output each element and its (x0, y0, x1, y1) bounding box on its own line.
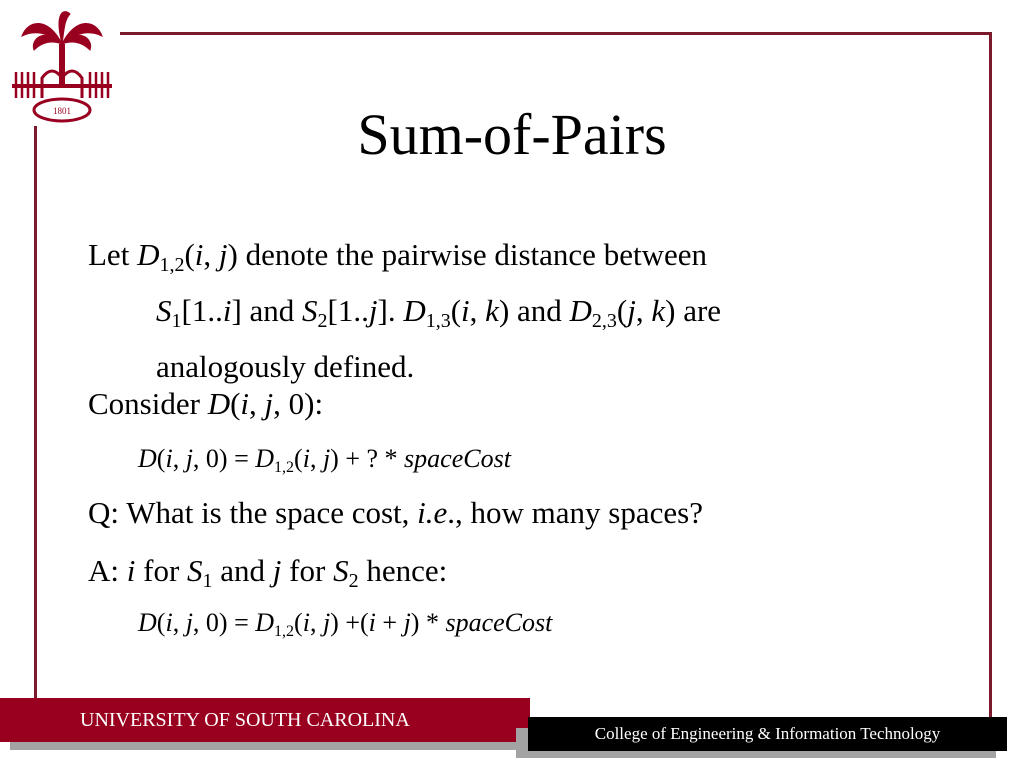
definition-line-2: $S_1[1..i]$ and $S_2[1..j]$. $D_{1,3}(i$, k) and $D_{2,3}(j$, k) are (156, 293, 722, 332)
equation-1: D(i, j, 0) = D1,2(i, j) + ? * spaceCost (138, 444, 511, 476)
seal-year: 1801 (53, 106, 71, 116)
frame-top-border (120, 32, 990, 35)
frame-left-border (34, 126, 37, 698)
question-line: Q: What is the space cost, i.e., how many spaces? (88, 495, 703, 530)
answer-line: A: i for $S_1$ and j for $S_2$ hence: (88, 553, 448, 592)
equation-2: D(i, j, 0) = D1,2(i, j) +(i + j) * spaceCost (138, 608, 553, 640)
footer-college-banner: College of Engineering & Information Technology (528, 717, 1007, 751)
definition-line-1: Let $D_{1,2}(i$, j) denote the pairwise distance between (88, 237, 707, 276)
definition-paragraph (88, 232, 721, 390)
definition-line-3: analogously defined. (156, 349, 415, 384)
footer-university-banner: UNIVERSITY OF SOUTH CAROLINA (0, 698, 530, 742)
consider-line: Consider D(i, j, 0): (88, 386, 324, 421)
page-title: Sum-of-Pairs (357, 102, 667, 167)
